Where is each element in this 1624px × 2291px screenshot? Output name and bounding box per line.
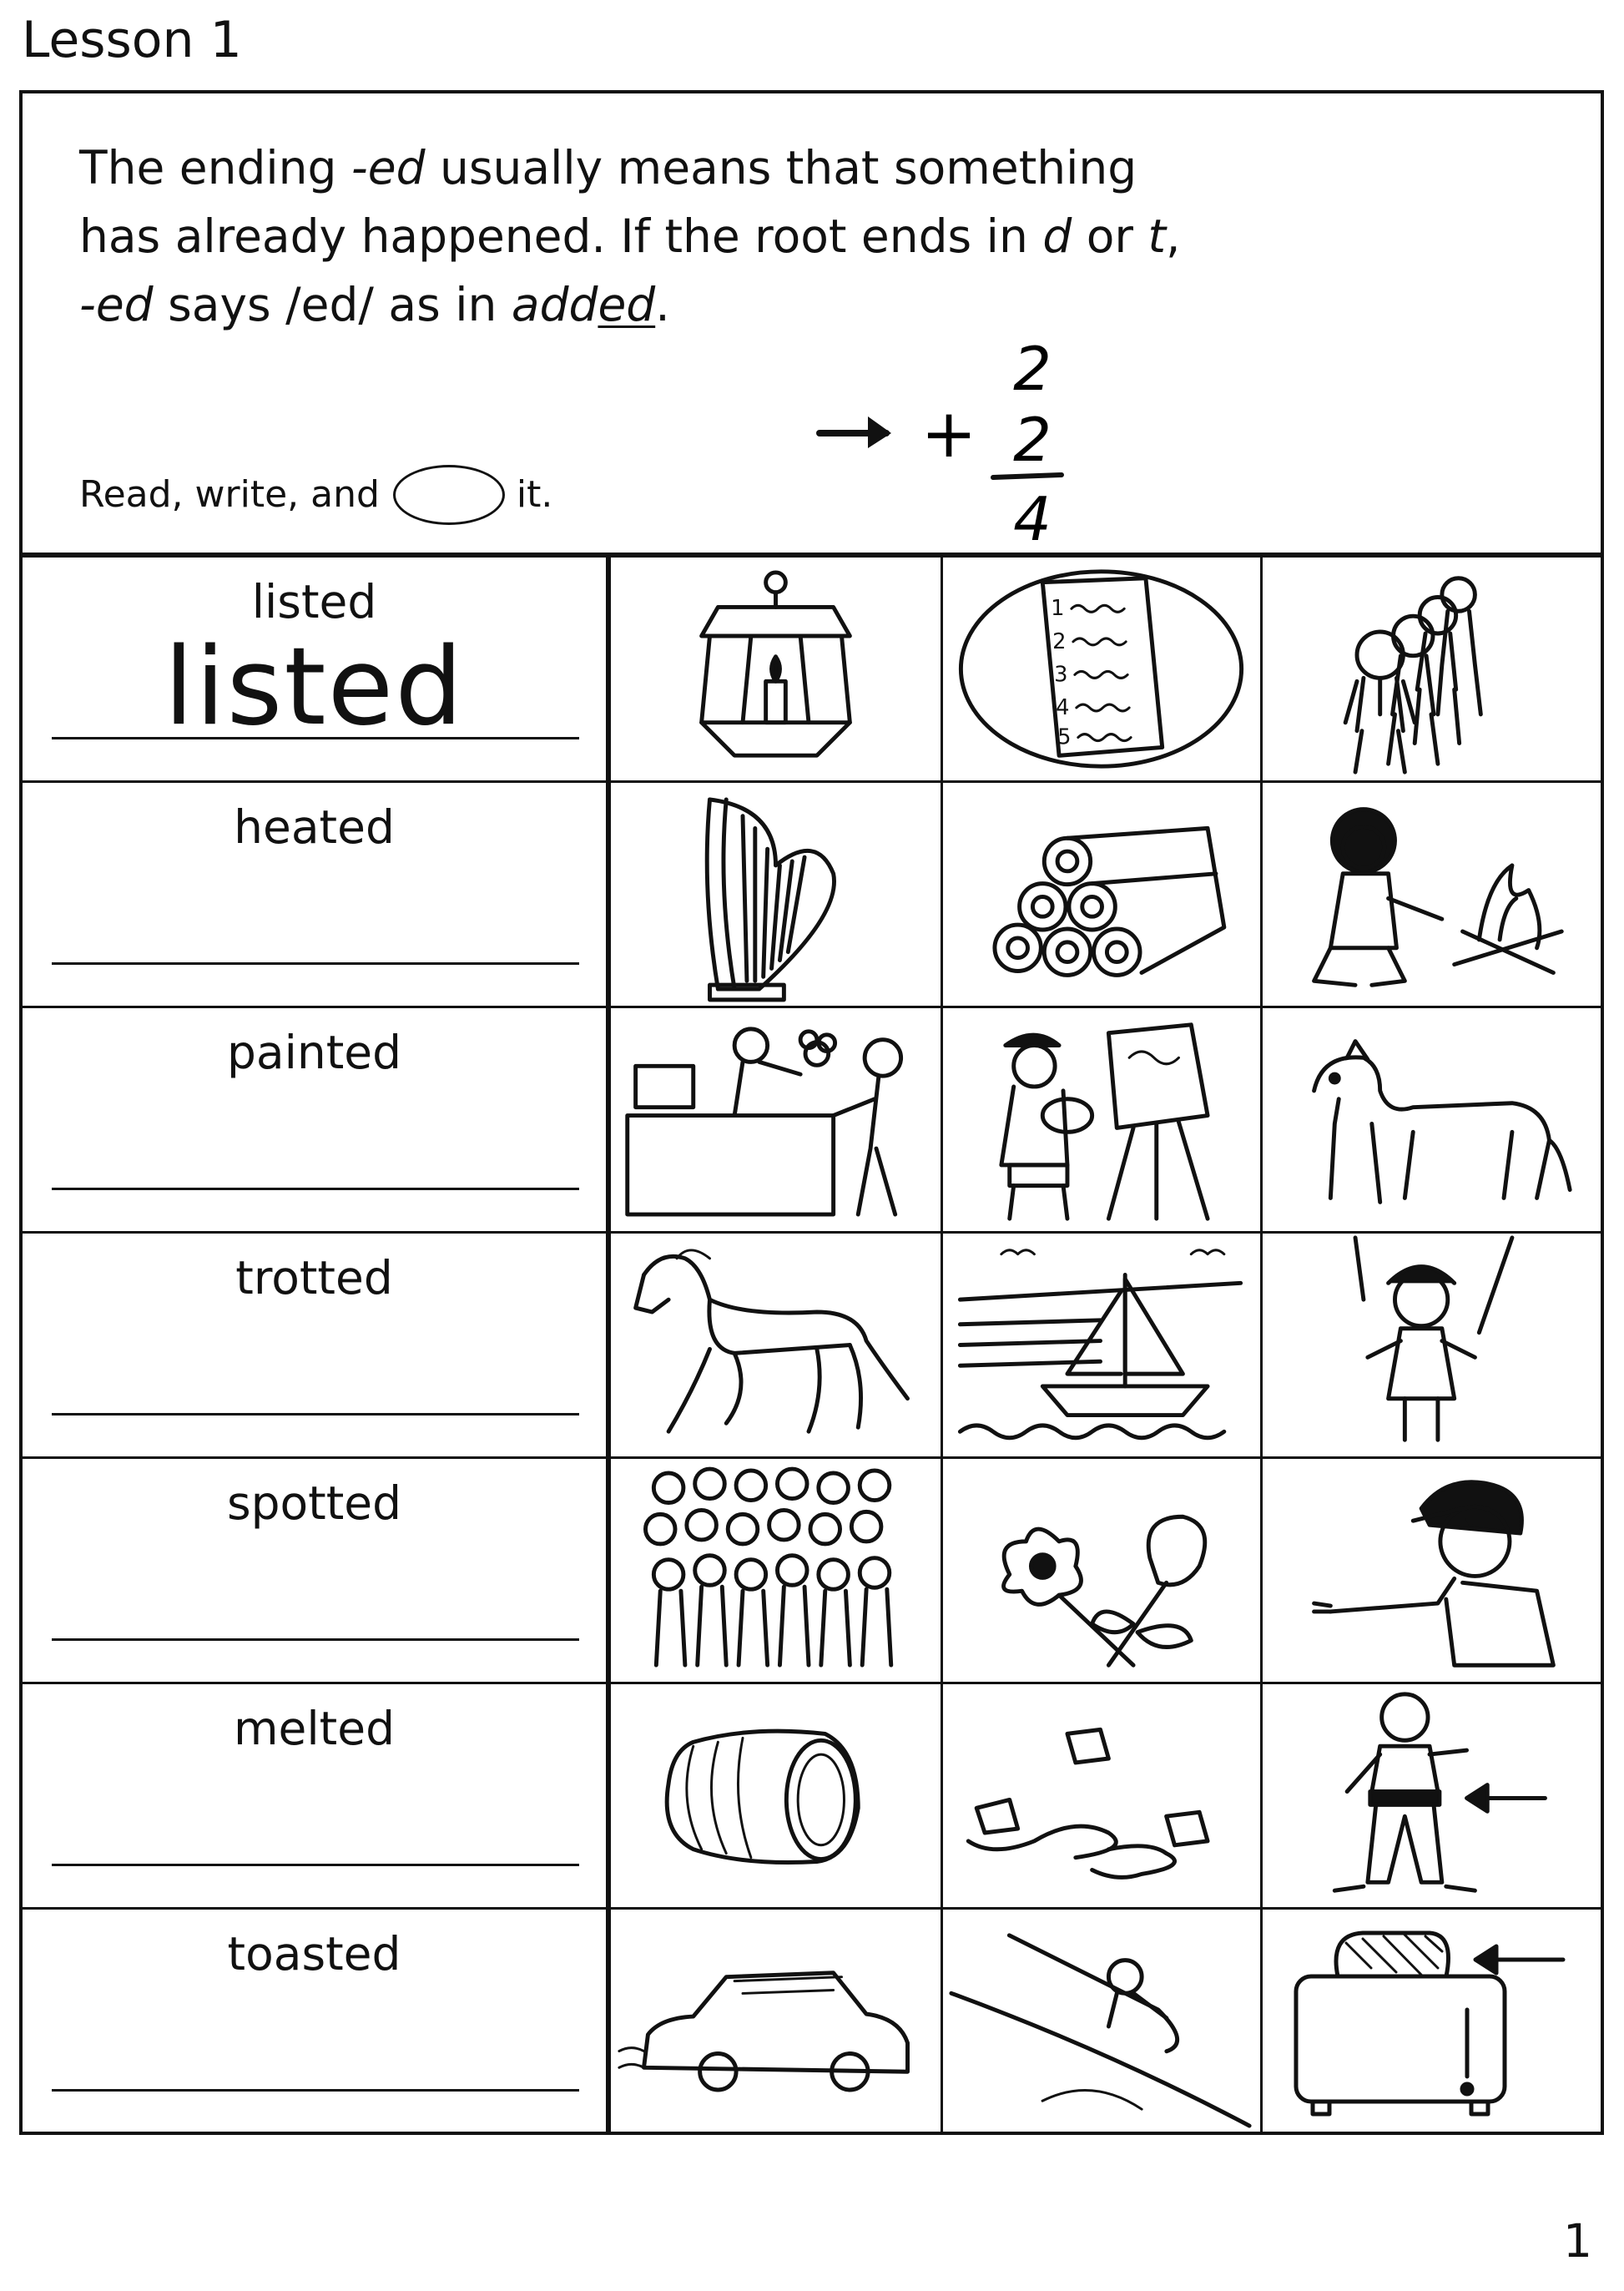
word-label: painted — [226, 1026, 402, 1079]
writing-line[interactable] — [52, 962, 579, 965]
circle-icon — [393, 465, 505, 525]
answer-choice[interactable] — [1263, 783, 1601, 1006]
word-cell — [23, 1234, 611, 1456]
written-answer[interactable]: listed — [164, 625, 465, 749]
word-label: melted — [233, 1702, 395, 1755]
svg-text:2: 2 — [1052, 628, 1067, 654]
lantern-picture — [611, 558, 941, 780]
answer-choice[interactable] — [943, 783, 1263, 1006]
answer-choice[interactable] — [611, 1684, 943, 1907]
answer-choice[interactable] — [943, 1008, 1263, 1231]
lesson-title: Lesson 1 — [22, 11, 242, 69]
answer-choice[interactable] — [943, 1684, 1263, 1907]
dog-picture — [1263, 1008, 1601, 1231]
man-belt-picture — [1263, 1684, 1601, 1907]
addition-example — [794, 290, 1078, 590]
answer-choice[interactable] — [611, 1910, 943, 2135]
plus-sign: + — [920, 395, 977, 472]
melon-picture — [611, 1684, 941, 1907]
word-cell — [23, 1008, 611, 1231]
answer-choice[interactable] — [1263, 558, 1601, 780]
addend-top: 2 — [1013, 334, 1052, 404]
sailboat-picture — [943, 1234, 1260, 1456]
horse-picture — [611, 1234, 941, 1456]
toaster-picture — [1263, 1910, 1601, 2135]
word-label: trotted — [235, 1251, 393, 1304]
puppet-picture — [1263, 1234, 1601, 1456]
word-row — [23, 1008, 1601, 1234]
word-row — [23, 783, 1601, 1008]
flower-shop-picture — [611, 1008, 941, 1231]
line-of-people-picture — [1263, 558, 1601, 780]
word-cell — [23, 1910, 611, 2135]
word-row — [23, 1459, 1601, 1684]
word-cell — [23, 558, 611, 780]
instruction-text: The ending -ed usually means that something has already happened. If the root ends in d or t, -ed says /ed/ as in added. — [79, 141, 1181, 331]
word-cell — [23, 1459, 611, 1682]
directions-after: it. — [516, 473, 553, 516]
svg-text:5: 5 — [1057, 724, 1072, 750]
svg-text:4: 4 — [1056, 694, 1070, 720]
answer-choice[interactable] — [943, 1910, 1263, 2135]
arrow-icon — [820, 416, 891, 448]
answer-choice[interactable] — [943, 1234, 1263, 1456]
answer-choice[interactable] — [1263, 1684, 1601, 1907]
sum-answer: 4 — [1013, 484, 1052, 554]
answer-choice[interactable] — [943, 1459, 1263, 1682]
boy-pointing-picture — [1263, 1459, 1601, 1682]
word-label: toasted — [227, 1927, 401, 1981]
answer-choice[interactable] — [1263, 1008, 1601, 1231]
word-row — [23, 1910, 1601, 2135]
svg-text:1: 1 — [1051, 596, 1065, 622]
melting-ice-picture — [943, 1684, 1260, 1907]
writing-line[interactable] — [52, 1188, 579, 1190]
writing-line[interactable] — [52, 1864, 579, 1866]
word-cell — [23, 783, 611, 1006]
car-picture — [611, 1910, 941, 2135]
list-picture — [943, 558, 1260, 780]
writing-line[interactable] — [52, 1638, 579, 1641]
writing-line[interactable] — [52, 1413, 579, 1415]
harp-picture — [611, 783, 941, 1006]
word-row — [23, 1234, 1601, 1459]
page-number: 1 — [1563, 2214, 1592, 2268]
painter-easel-picture — [943, 1008, 1260, 1231]
writing-line[interactable] — [52, 2089, 579, 2092]
crowd-picture — [611, 1459, 941, 1682]
answer-choice[interactable] — [611, 783, 943, 1006]
answer-choice[interactable] — [611, 1234, 943, 1456]
answer-choice[interactable] — [1263, 1459, 1601, 1682]
worksheet-frame — [19, 90, 1604, 2135]
log-pile-picture — [943, 783, 1260, 1006]
writing-line[interactable] — [52, 737, 579, 739]
answer-choice[interactable] — [611, 1459, 943, 1682]
answer-choice[interactable] — [1263, 1234, 1601, 1456]
word-cell — [23, 1684, 611, 1907]
flowers-picture — [943, 1459, 1260, 1682]
word-label: spotted — [226, 1476, 402, 1530]
word-label: listed — [251, 575, 377, 628]
directions — [79, 465, 552, 525]
answer-choice[interactable] — [943, 558, 1263, 780]
word-label: heated — [234, 800, 395, 854]
girl-by-fire-picture — [1263, 783, 1601, 1006]
svg-text:3: 3 — [1054, 662, 1068, 688]
word-picture-grid — [23, 553, 1601, 2132]
sled-picture — [943, 1910, 1260, 2135]
addend-bottom: 2 — [1013, 405, 1052, 475]
word-row — [23, 1684, 1601, 1910]
word-row — [23, 558, 1601, 783]
sum-line — [993, 475, 1062, 477]
answer-choice[interactable] — [1263, 1910, 1601, 2135]
answer-choice[interactable] — [611, 1008, 943, 1231]
directions-before: Read, write, and — [79, 473, 380, 516]
answer-choice[interactable] — [611, 558, 943, 780]
